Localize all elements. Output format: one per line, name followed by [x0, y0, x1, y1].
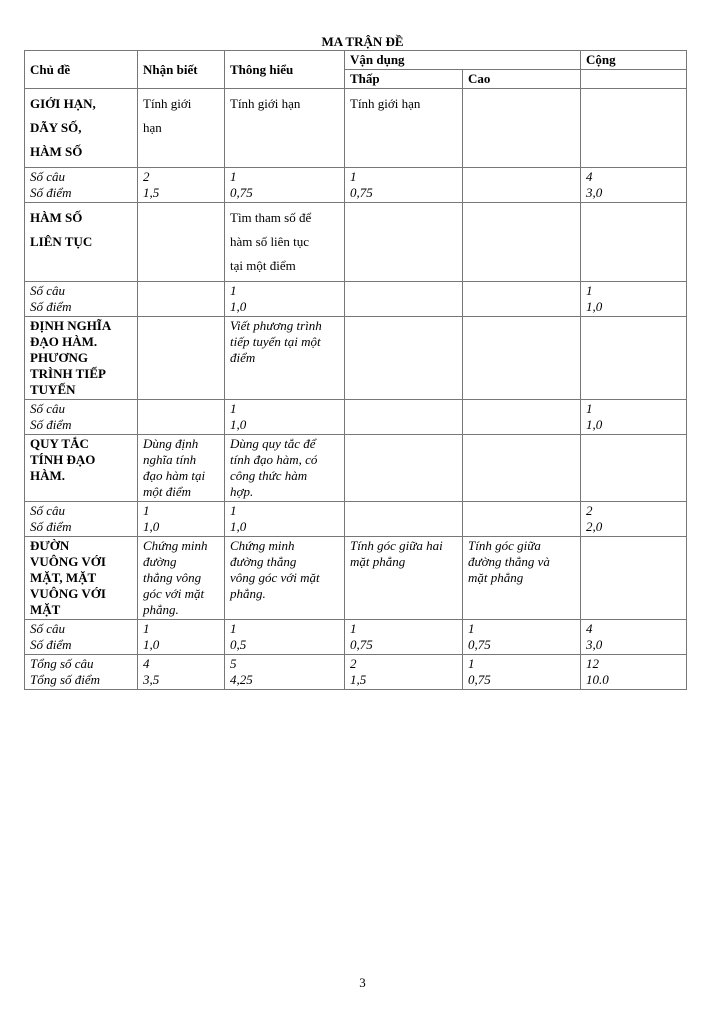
- cell-line: Tính giới hạn: [230, 96, 301, 111]
- cell-line: 1: [230, 401, 237, 416]
- cell-line: LIÊN TỤC: [30, 234, 93, 249]
- totals-label-cell: [25, 655, 138, 690]
- cell-line: 1: [468, 621, 475, 636]
- topic-row: [25, 89, 687, 168]
- header-apply: Vận dụng: [345, 51, 581, 70]
- cell-line: 1: [230, 283, 237, 298]
- cell-line: PHƯƠNG: [30, 350, 89, 365]
- cell-line: 1,0: [586, 417, 603, 432]
- count-recognize-cell: [138, 502, 225, 537]
- cell-line: hợp.: [230, 484, 254, 499]
- count-row: [25, 168, 687, 203]
- cell-line: HÀM SỐ: [30, 210, 83, 225]
- cell-line: 1,0: [230, 417, 247, 432]
- cell-line: 0,5: [230, 637, 247, 652]
- cell-line: HÀM.: [30, 468, 66, 483]
- topic-cell: [25, 203, 138, 282]
- understand-cell: [225, 203, 345, 282]
- cell-line: 1: [230, 169, 237, 184]
- totals-row: [25, 655, 687, 690]
- apply-high-cell: [463, 537, 581, 620]
- topic-row: [25, 537, 687, 620]
- recognize-cell: [138, 89, 225, 168]
- topic-row: [25, 317, 687, 400]
- cell-line: 1,5: [143, 185, 160, 200]
- cell-line: đường thẳng và: [468, 554, 550, 569]
- count-label-cell: [25, 282, 138, 317]
- count-high-cell: [463, 400, 581, 435]
- recognize-cell: [138, 203, 225, 282]
- totals-recognize-cell: [138, 655, 225, 690]
- cell-line: 1,0: [586, 299, 603, 314]
- cell-line: hạn: [143, 120, 162, 135]
- total-cell: [581, 203, 687, 282]
- cell-line: Số câu: [30, 283, 66, 298]
- cell-line: 4: [586, 621, 593, 636]
- count-row: [25, 282, 687, 317]
- cell-line: Số điểm: [30, 185, 72, 200]
- cell-line: 4: [586, 169, 593, 184]
- cell-line: tính đạo hàm, có: [230, 452, 318, 467]
- total-cell: [581, 537, 687, 620]
- count-low-cell: [345, 282, 463, 317]
- cell-line: Tổng số điểm: [30, 672, 101, 687]
- apply-low-cell: [345, 435, 463, 502]
- cell-line: Tìm tham số để: [230, 210, 312, 225]
- cell-line: Số câu: [30, 169, 66, 184]
- cell-line: nghĩa tính: [143, 452, 197, 467]
- count-recognize-cell: [138, 282, 225, 317]
- cell-line: 1: [468, 656, 475, 671]
- apply-low-cell: [345, 537, 463, 620]
- header-topic: Chủ đề: [25, 51, 138, 89]
- cell-line: 2: [143, 169, 150, 184]
- cell-line: 1: [230, 503, 237, 518]
- cell-line: Tổng số câu: [30, 656, 94, 671]
- apply-low-cell: [345, 317, 463, 400]
- cell-line: góc với mặt: [143, 586, 205, 601]
- count-high-cell: [463, 620, 581, 655]
- count-understand-cell: [225, 502, 345, 537]
- topic-cell: [25, 435, 138, 502]
- cell-line: 1,5: [350, 672, 367, 687]
- understand-cell: [225, 537, 345, 620]
- cell-line: 1: [350, 621, 357, 636]
- cell-line: MẶT: [30, 602, 61, 617]
- count-total-cell: [581, 282, 687, 317]
- cell-line: MẶT, MẶT: [30, 570, 97, 585]
- apply-high-cell: [463, 435, 581, 502]
- totals-understand-cell: [225, 655, 345, 690]
- cell-line: Tính giới hạn: [350, 96, 421, 111]
- cell-line: 0,75: [350, 637, 373, 652]
- apply-high-cell: [463, 203, 581, 282]
- understand-cell: [225, 89, 345, 168]
- apply-high-cell: [463, 89, 581, 168]
- understand-cell: [225, 435, 345, 502]
- cell-line: Dùng quy tắc để: [230, 436, 316, 451]
- apply-low-cell: [345, 203, 463, 282]
- cell-line: 0,75: [468, 637, 491, 652]
- cell-line: 1,0: [143, 637, 160, 652]
- cell-line: Chứng minh: [143, 538, 208, 553]
- cell-line: mặt phẳng: [468, 570, 524, 585]
- cell-line: 1: [586, 283, 593, 298]
- totals-high-cell: [463, 655, 581, 690]
- cell-line: điểm: [230, 350, 256, 365]
- topic-row: [25, 203, 687, 282]
- recognize-cell: [138, 537, 225, 620]
- total-cell: [581, 89, 687, 168]
- total-cell: [581, 435, 687, 502]
- count-row: [25, 502, 687, 537]
- recognize-cell: [138, 435, 225, 502]
- cell-line: tiếp tuyến tại một: [230, 334, 321, 349]
- cell-line: TRÌNH TIẾP: [30, 366, 106, 381]
- cell-line: hàm số liên tục: [230, 234, 310, 249]
- cell-line: 1: [350, 169, 357, 184]
- cell-line: tại một điểm: [230, 258, 296, 273]
- count-low-cell: [345, 400, 463, 435]
- matrix-body: [25, 89, 687, 690]
- count-understand-cell: [225, 168, 345, 203]
- cell-line: Số điểm: [30, 299, 72, 314]
- recognize-cell: [138, 317, 225, 400]
- cell-line: đường thẳng: [230, 554, 297, 569]
- understand-cell: [225, 317, 345, 400]
- apply-high-cell: [463, 317, 581, 400]
- cell-line: vông góc với mặt: [230, 570, 320, 585]
- cell-line: 4,25: [230, 672, 253, 687]
- count-low-cell: [345, 502, 463, 537]
- count-total-cell: [581, 400, 687, 435]
- cell-line: 1,0: [143, 519, 160, 534]
- count-total-cell: [581, 168, 687, 203]
- cell-line: Tính giới: [143, 96, 192, 111]
- cell-line: Số điểm: [30, 519, 72, 534]
- cell-line: Số điểm: [30, 417, 72, 432]
- cell-line: 4: [143, 656, 150, 671]
- count-understand-cell: [225, 282, 345, 317]
- header-apply-low: Thấp: [345, 70, 463, 89]
- count-high-cell: [463, 282, 581, 317]
- cell-line: 2: [350, 656, 357, 671]
- header-apply-high: Cao: [463, 70, 581, 89]
- cell-line: Tính góc giữa: [468, 538, 541, 553]
- cell-line: 1,0: [230, 519, 247, 534]
- cell-line: 3,0: [586, 637, 603, 652]
- count-low-cell: [345, 168, 463, 203]
- document-title: MA TRẬN ĐỀ: [321, 34, 404, 49]
- topic-cell: [25, 537, 138, 620]
- cell-line: Số câu: [30, 621, 66, 636]
- cell-line: 2: [586, 503, 593, 518]
- exam-matrix-table: [24, 50, 687, 690]
- cell-line: 0,75: [350, 185, 373, 200]
- header-row: [25, 51, 687, 70]
- cell-line: VUÔNG VỚI: [30, 586, 106, 601]
- count-recognize-cell: [138, 168, 225, 203]
- cell-line: VUÔNG VỚI: [30, 554, 106, 569]
- apply-low-cell: [345, 89, 463, 168]
- cell-line: 1: [143, 503, 150, 518]
- header-understand: Thông hiểu: [225, 51, 345, 89]
- count-label-cell: [25, 400, 138, 435]
- cell-line: 10.0: [586, 672, 609, 687]
- count-label-cell: [25, 168, 138, 203]
- cell-line: ĐẠO HÀM.: [30, 334, 98, 349]
- cell-line: thẳng vông: [143, 570, 202, 585]
- count-low-cell: [345, 620, 463, 655]
- cell-line: Số điểm: [30, 637, 72, 652]
- count-recognize-cell: [138, 400, 225, 435]
- totals-total-cell: [581, 655, 687, 690]
- count-recognize-cell: [138, 620, 225, 655]
- cell-line: đường: [143, 554, 177, 569]
- cell-line: công thức hàm: [230, 468, 308, 483]
- cell-line: TÍNH ĐẠO: [30, 452, 96, 467]
- cell-line: Viết phương trình: [230, 318, 322, 333]
- cell-line: đạo hàm tại: [143, 468, 206, 483]
- cell-line: 1: [143, 621, 150, 636]
- cell-line: 0,75: [230, 185, 253, 200]
- count-label-cell: [25, 620, 138, 655]
- cell-line: Tính góc giữa hai: [350, 538, 443, 553]
- cell-line: DÃY SỐ,: [30, 120, 82, 135]
- topic-row: [25, 435, 687, 502]
- count-understand-cell: [225, 620, 345, 655]
- count-high-cell: [463, 168, 581, 203]
- count-label-cell: [25, 502, 138, 537]
- total-cell: [581, 317, 687, 400]
- cell-line: 5: [230, 656, 237, 671]
- count-understand-cell: [225, 400, 345, 435]
- cell-line: ĐỊNH NGHĨA: [30, 318, 112, 333]
- header-recognize: Nhận biết: [138, 51, 225, 89]
- page-number: 3: [359, 975, 366, 990]
- count-total-cell: [581, 620, 687, 655]
- count-high-cell: [463, 502, 581, 537]
- cell-line: HÀM SỐ: [30, 144, 83, 159]
- cell-line: 1: [586, 401, 593, 416]
- cell-line: Dùng định: [143, 436, 199, 451]
- topic-cell: [25, 89, 138, 168]
- cell-line: QUY TẮC: [30, 436, 89, 451]
- cell-line: Số câu: [30, 503, 66, 518]
- cell-line: TUYẾN: [30, 382, 76, 397]
- cell-line: 12: [586, 656, 599, 671]
- count-total-cell: [581, 502, 687, 537]
- topic-cell: [25, 317, 138, 400]
- cell-line: Số câu: [30, 401, 66, 416]
- header-total-empty: [581, 70, 687, 89]
- count-row: [25, 620, 687, 655]
- cell-line: ĐƯỜN: [30, 538, 70, 553]
- count-row: [25, 400, 687, 435]
- cell-line: 1,0: [230, 299, 247, 314]
- cell-line: phẳng.: [230, 586, 266, 601]
- cell-line: 2,0: [586, 519, 603, 534]
- cell-line: 3,5: [143, 672, 160, 687]
- cell-line: GIỚI HẠN,: [30, 96, 96, 111]
- cell-line: 3,0: [586, 185, 603, 200]
- header-total: Cộng: [581, 51, 687, 70]
- cell-line: 0,75: [468, 672, 491, 687]
- cell-line: Chứng minh: [230, 538, 295, 553]
- cell-line: một điểm: [143, 484, 192, 499]
- cell-line: mặt phẳng: [350, 554, 406, 569]
- totals-low-cell: [345, 655, 463, 690]
- cell-line: phẳng.: [143, 602, 179, 617]
- cell-line: 1: [230, 621, 237, 636]
